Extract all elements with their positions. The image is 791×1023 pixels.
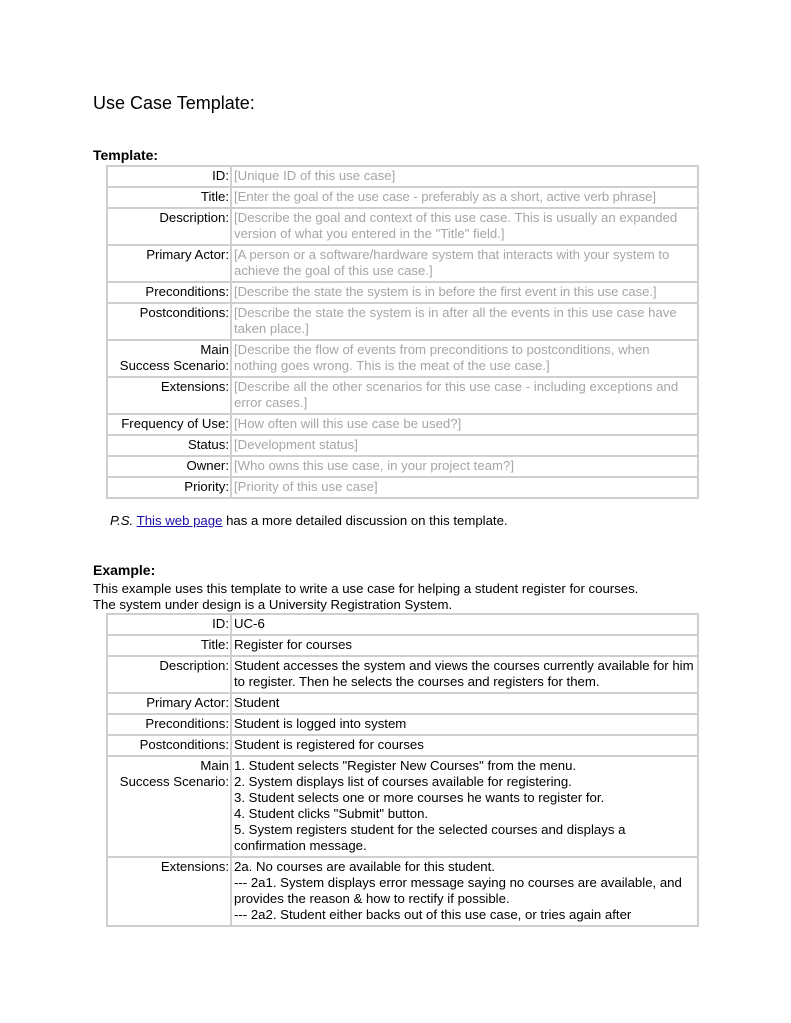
template-table [106,165,699,499]
table-row [107,656,698,693]
title-value: [Enter the goal of the use case - preferably as a short, active verb phrase] [231,187,698,208]
postconditions-value: [Describe the state the system is in after all the events in this use case have taken place.] [231,303,698,340]
preconditions-label: Preconditions: [107,282,231,303]
primary-actor-value: [A person or a software/hardware system that interacts with your system to achieve the goal of this use case.] [231,245,698,282]
table-row [107,456,698,477]
description-label: Description: [107,656,231,693]
table-row [107,187,698,208]
label-line: Main [200,758,229,773]
table-row [107,857,698,926]
postconditions-label: Postconditions: [107,735,231,756]
intro-line: This example uses this template to write a use case for helping a student register for courses. [93,581,639,596]
title-label: Title: [107,635,231,656]
example-intro [93,581,638,613]
extensions-label: Extensions: [107,857,231,926]
main-success-scenario-label [107,756,231,857]
table-row [107,166,698,187]
table-row [107,282,698,303]
table-row [107,435,698,456]
preconditions-value: Student is logged into system [231,714,698,735]
label-line: Success Scenario: [119,774,229,789]
scenario-step: 5. System registers student for the selected courses and displays a confirmation message. [234,822,626,853]
description-value: [Describe the goal and context of this use case. This is usually an expanded version of what you entered in the "Title" field.] [231,208,698,245]
table-row [107,735,698,756]
frequency-of-use-label: Frequency of Use: [107,414,231,435]
frequency-of-use-value: [How often will this use case be used?] [231,414,698,435]
title-label: Title: [107,187,231,208]
scenario-step: 1. Student selects "Register New Courses" from the menu. [234,758,577,773]
id-value: UC-6 [231,614,698,635]
label-line: Success Scenario: [119,358,229,373]
id-label: ID: [107,614,231,635]
main-success-scenario-value: [Describe the flow of events from preconditions to postconditions, when nothing goes wrong. This is the meat of the use case.] [231,340,698,377]
preconditions-label: Preconditions: [107,714,231,735]
extension-step: --- 2a2. Student either backs out of this use case, or tries again after [234,907,632,922]
extension-step: --- 2a1. System displays error message saying no courses are available, and provides the reason & how to rectify if possible. [234,875,682,906]
id-value: [Unique ID of this use case] [231,166,698,187]
table-row [107,614,698,635]
description-value: Student accesses the system and views the courses currently available for him to register. Then he selects the courses and registers for them. [231,656,698,693]
owner-value: [Who owns this use case, in your project team?] [231,456,698,477]
owner-label: Owner: [107,456,231,477]
extension-step: 2a. No courses are available for this student. [234,859,495,874]
example-heading: Example: [93,562,156,578]
ps-prefix: P.S. [110,513,134,528]
scenario-step: 4. Student clicks "Submit" button. [234,806,429,821]
priority-value: [Priority of this use case] [231,477,698,498]
postconditions-label: Postconditions: [107,303,231,340]
intro-line: The system under design is a University Registration System. [93,597,453,612]
table-row [107,303,698,340]
template-heading: Template: [93,147,159,163]
primary-actor-value: Student [231,693,698,714]
extensions-label: Extensions: [107,377,231,414]
ps-note [110,513,508,528]
main-success-scenario-value [231,756,698,857]
primary-actor-label: Primary Actor: [107,693,231,714]
table-row [107,245,698,282]
page-title: Use Case Template: [93,93,255,113]
table-row [107,208,698,245]
web-page-link[interactable]: This web page [136,513,223,528]
status-value: [Development status] [231,435,698,456]
example-table [106,613,699,927]
table-row [107,477,698,498]
postconditions-value: Student is registered for courses [231,735,698,756]
description-label: Description: [107,208,231,245]
title-value: Register for courses [231,635,698,656]
preconditions-value: [Describe the state the system is in before the first event in this use case.] [231,282,698,303]
status-label: Status: [107,435,231,456]
priority-label: Priority: [107,477,231,498]
table-row [107,340,698,377]
table-row [107,635,698,656]
ps-suffix: has a more detailed discussion on this template. [222,513,508,528]
id-label: ID: [107,166,231,187]
extensions-value: [Describe all the other scenarios for this use case - including exceptions and error cases.] [231,377,698,414]
table-row [107,714,698,735]
primary-actor-label: Primary Actor: [107,245,231,282]
scenario-step: 3. Student selects one or more courses he wants to register for. [234,790,605,805]
label-line: Main [200,342,229,357]
scenario-step: 2. System displays list of courses available for registering. [234,774,572,789]
table-row [107,377,698,414]
extensions-value [231,857,698,926]
table-row [107,693,698,714]
main-success-scenario-label [107,340,231,377]
table-row [107,756,698,857]
table-row [107,414,698,435]
